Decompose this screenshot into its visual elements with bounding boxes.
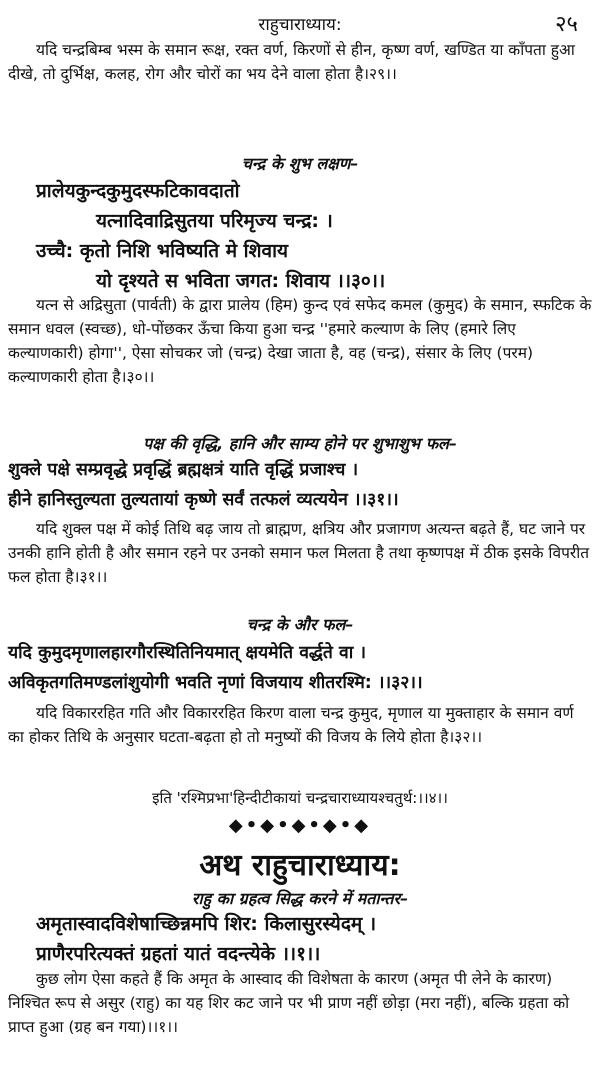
paragraph-text: कुछ लोग ऐसा कहते हैं कि अमृत के आस्वाद की विशेषता के कारण (अमृत पी लेने के कारण) निश्चित रूप से असुर (राहु) का यह शिर कट जाने पर भी प्राण नहीं छोड़ा (मरा नहीं), बल्कि ग्रहता को प्राप्त हुआ (ग्रह बन गया)।।१।।	[8, 970, 570, 1036]
subheading-rahu-grahatva: राहु का ग्रहत्व सिद्ध करने में मतान्तर–	[191, 889, 409, 908]
verse-line: यत्नादिवाद्रिसुतया परिमृज्य चन्द्र: ।	[96, 210, 333, 232]
commentary-1	[8, 967, 592, 1039]
paragraph-text: यत्न से अद्रिसुता (पार्वती) के द्वारा प्रालेय (हिम) कुन्द एवं सफेद कमल (कुमुद) के समान, स्फटिक के समान धवल (स्वच्छ), धो-पोंछकर ऊँचा किया हुआ चन्द्र ''हमारे कल्याण के लिए (हमारे लिए कल्याणकारी) होगा'', ऐसा सोचकर जो (चन्द्र) देखा जाता है, वह (चन्द्र), संसार के लिए (परम) कल्याणकारी होता है।३०।।	[8, 296, 592, 386]
subheading-shubh-lakshan: चन्द्र के शुभ लक्षण–	[241, 154, 359, 173]
subheading-paksha: पक्ष की वृद्धि, हानि और साम्य होने पर शुभाशुभ फल–	[143, 434, 457, 453]
verse-31	[8, 455, 592, 515]
commentary-31	[8, 517, 592, 589]
verse-line: शुक्ले पक्षे सम्प्रवृद्धे प्रवृद्धिं ब्रह्मक्षत्रं याति वृद्धिं प्रजाश्च ।	[8, 460, 359, 480]
subheading-aur-phal: चन्द्र के और फल–	[246, 615, 354, 634]
verse-line: अविकृतगतिमण्डलांशुयोगी भवति नृणां विजयाय शीतरश्मि: ।।३२।।	[8, 673, 423, 693]
verse-line: हीने हानिस्तुल्यता तुल्यतायां कृष्णे सर्वं तत्फलं व्यत्ययेन ।।३१।।	[8, 490, 399, 510]
verse-1	[8, 909, 592, 969]
verse-line: यो दृश्यते स भविता जगत: शिवाय ।।३०।।	[96, 270, 386, 292]
commentary-32	[8, 701, 592, 749]
verse-line: यदि कुमुदमृणालहारगौरस्थितिनियमात् क्षयमेति वर्द्धते वा ।	[8, 643, 366, 663]
verse-30	[8, 176, 592, 296]
commentary-29	[8, 38, 592, 86]
page-header	[0, 8, 600, 38]
chapter-title: अथ राहुचाराध्याय:	[199, 848, 401, 883]
paragraph-text: यदि विकाररहित गति और विकाररहित किरण वाला चन्द्र कुमुद, मृणाल या मुक्ताहार के समान वर्ण का होकर तिथि के अनुसार घटता-बढ़ता हो तो मनुष्यों की विजय के लिये होता है।३२।।	[8, 704, 574, 746]
verse-line: अमृतास्वादविशेषाच्छिन्नमपि शिर: किलासुरस्येदम् ।	[36, 913, 377, 935]
paragraph-text: यदि शुक्ल पक्ष में कोई तिथि बढ़ जाय तो ब्राह्मण, क्षत्रिय और प्रजागण अत्यन्त बढ़ते हैं, घट जाने पर उनकी हानि होती है और समान रहने पर उनको समान फल मिलता है तथा कृष्णपक्ष में ठीक इसके विपरीत फल होता है।३१।।	[8, 520, 590, 586]
running-title: राहुचाराध्याय:	[258, 15, 342, 35]
paragraph-text: यदि चन्द्रबिम्ब भस्म के समान रूक्ष, रक्त वर्ण, किरणों से हीन, कृष्ण वर्ण, खण्डित या काँपता हुआ दीखे, तो दुर्भिक्ष, कलह, रोग और चोरों का भय देने वाला होता है।२९।।	[8, 41, 575, 83]
chapter-colophon: इति 'रश्मिप्रभा'हिन्दीटीकायां चन्द्रचाराध्यायश्चतुर्थ:।।४।।	[152, 789, 448, 807]
ornament-divider: ◆•◆•◆•◆•◆	[228, 815, 372, 836]
verse-32	[8, 638, 592, 698]
page-number: २५	[555, 12, 578, 37]
verse-line: प्रालेयकुन्दकुमुदस्फटिकावदातो	[36, 180, 240, 202]
verse-line: उच्चै: कृतो निशि भविष्यति मे शिवाय	[36, 240, 289, 262]
verse-line: प्राणैरपरित्यक्तं ग्रहतां यातं वदन्त्येके ।।१।।	[36, 943, 321, 965]
commentary-30	[8, 293, 592, 389]
